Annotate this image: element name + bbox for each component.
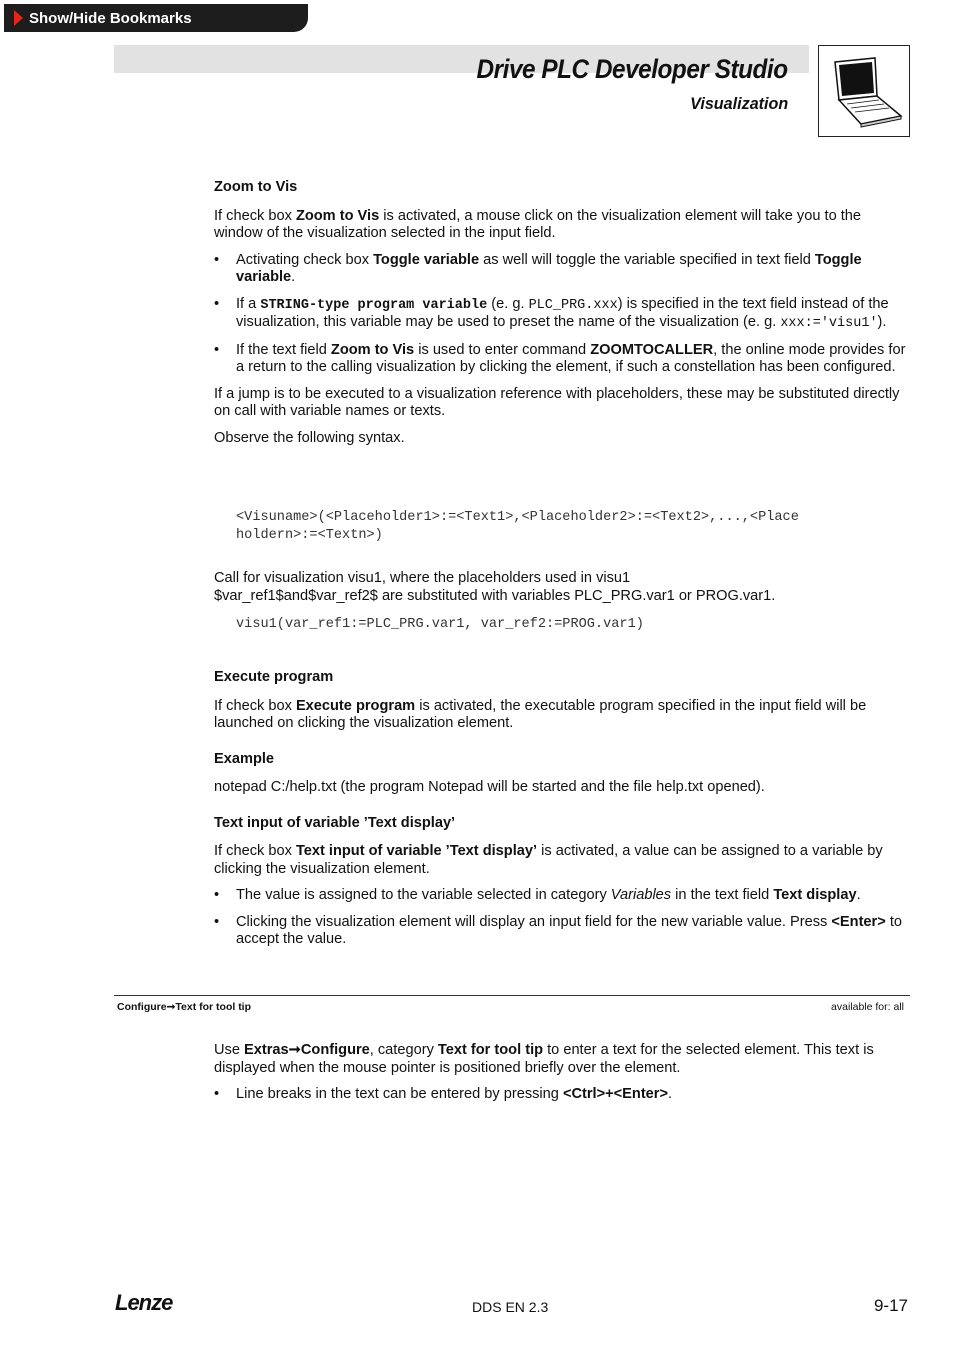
page-title: Drive PLC Developer Studio <box>476 54 788 84</box>
section-label: Configure➞Text for tool tip <box>117 1001 252 1013</box>
list-item: • Clicking the visualization element will display an input field for the new variable value. Press <Enter> to accept the value. <box>214 914 910 949</box>
bookmarks-button-label: Show/Hide Bookmarks <box>29 9 192 27</box>
list-item: • If the text field Zoom to Vis is used to enter command ZOOMTOCALLER, the online mode provides for a return to the calling visualization by clicking the element, if such a constellation has been configured. <box>214 342 910 377</box>
call-code: visu1(var_ref1:=PLC_PRG.var1, var_ref2:=PROG.var1) <box>236 617 644 632</box>
example-heading: Example <box>214 750 275 767</box>
list-item: • Line breaks in the text can be entered by pressing <Ctrl>+<Enter>. <box>214 1086 910 1104</box>
zoom-section <box>214 179 910 447</box>
show-hide-bookmarks-button[interactable] <box>4 4 308 32</box>
page-subtitle: Visualization <box>689 94 788 113</box>
document-id: DDS EN 2.3 <box>472 1299 549 1315</box>
execute-heading: Execute program <box>214 669 334 685</box>
list-item: • The value is assigned to the variable selected in category Variables in the text field Text display. <box>214 887 910 905</box>
lenze-logo: Lenze <box>115 1290 173 1315</box>
zoom-paragraph: If check box Zoom to Vis is activated, a mouse click on the visualization element will take you to the window of the visualization selected in the input field. <box>214 207 862 241</box>
availability-label: available for: all <box>831 1001 904 1013</box>
text-input-heading: Text input of variable ’Text display’ <box>214 814 456 831</box>
syntax-paragraph: Observe the following syntax. <box>214 429 405 446</box>
execute-section <box>214 669 910 949</box>
section-divider <box>114 995 910 996</box>
page-number: 9-17 <box>873 1296 908 1315</box>
call-paragraph: Call for visualization visu1, where the placeholders used in visu1 $var_ref1$and$var_ref2$ are substituted with variables PLC_PRG.var1 or PROG.var1. <box>214 570 776 604</box>
triangle-right-icon <box>14 10 23 26</box>
tooltip-paragraph: Use Extras➞Configure, category Text for tool tip to enter a text for the selected element. This text is displayed when the mouse pointer is positioned briefly over the element. <box>214 1042 874 1076</box>
execute-paragraph: If check box Execute program is activated, the executable program specified in the input field will be launched on clicking the visualization element. <box>214 697 867 731</box>
tooltip-section <box>214 1042 910 1104</box>
laptop-icon <box>818 45 910 137</box>
zoom-heading: Zoom to Vis <box>214 179 298 195</box>
list-item: • Activating check box Toggle variable as well will toggle the variable specified in text field Toggle variable. <box>214 252 910 287</box>
example-text: notepad C:/help.txt (the program Notepad will be started and the file help.txt opened). <box>214 779 765 795</box>
text-input-paragraph: If check box Text input of variable ’Text display’ is activated, a value can be assigned to a variable by clicking the visualization element. <box>214 843 883 877</box>
syntax-code: <Visuname>(<Placeholder1>:=<Text1>,<Placeholder2>:=<Text2>,...,<Place holdern>:=<Textn>) <box>236 510 799 543</box>
list-item: • If a STRING-type program variable (e. g. PLC_PRG.xxx) is specified in the text field instead of the visualization, this variable may be used to preset the name of the visualization (e. g. xxx:='visu1'). <box>214 296 910 333</box>
placeholder-paragraph: If a jump is to be executed to a visualization reference with placeholders, these may be substituted directly on call with variable names or texts. <box>214 385 900 419</box>
